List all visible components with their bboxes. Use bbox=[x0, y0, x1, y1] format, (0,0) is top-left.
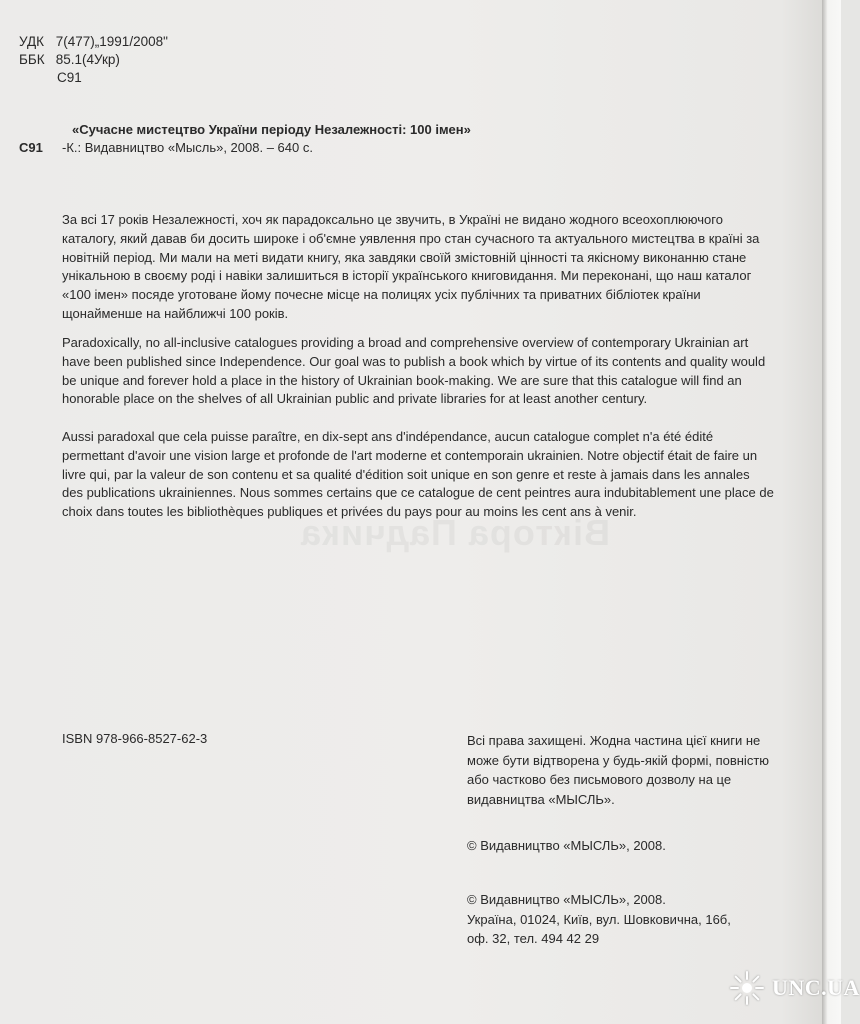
page-edge-shadow bbox=[822, 0, 841, 1024]
address-line: оф. 32, тел. 494 42 29 bbox=[467, 931, 600, 946]
classification-block bbox=[19, 33, 168, 87]
annotation-french: Aussi paradoxal que cela puisse paraître, en dix-sept ans d'indépendance, aucun catalogue complet n'a été édité permettant d'avoir une vision large et profonde de l'art moderne et contemporain ukrainien. Notre objectif était de faire un livre qui, par la valeur de son contenu et sa qualité d'édition soit unique en son genre et reste à jamais dans les annales des publications ukrainiennes. Nous sommes certains que ce catalogue de cent peintres aura indubitablement une place de choix dans toutes les bibliothèques publiques et privées du pays pour au moins les cent ans à venir. bbox=[62, 429, 774, 520]
book-title: «Сучасне мистецтво України періоду Незалежності: 100 імен» bbox=[72, 122, 471, 137]
annotation-ukrainian: За всі 17 років Незалежності, хоч як парадоксально це звучить, в Україні не видано жодного всеохоплюючого каталогу, який давав би досить широке і об'ємне уявлення про стан сучасного та актуального мистецтва в країні за новітній період. Ми мали на меті видати книгу, яка завдяки своїй змістовній цінності та якісному виконанню стане унікальною в своєму роді і навіки залишиться в історії українського книговидання. Ми переконані, що наш каталог «100 імен» посяде уготоване йому почесне місце на полицях усіх публічних та приватних бібліотек країни щонайменше на найближчі 100 років. bbox=[62, 212, 760, 321]
watermark-text: UNC.UA bbox=[772, 975, 860, 1000]
udk-value: 7(477)„1991/2008" bbox=[55, 34, 168, 49]
rights-line: Всі права захищені. Жодна частина цієї книги не bbox=[467, 733, 761, 748]
publisher-address bbox=[467, 890, 731, 949]
bbk-label: ББК bbox=[19, 52, 45, 67]
sun-logo-icon bbox=[728, 969, 766, 1007]
rights-line: або частково без письмового дозволу на це bbox=[467, 772, 732, 787]
rights-notice bbox=[467, 731, 769, 809]
annotation-english: Paradoxically, no all-inclusive catalogues providing a broad and comprehensive overview of contemporary Ukrainian art have been published since Independence. Our goal was to publish a book which by virtue of its contents and quality would be unique and forever hold a place in the history of Ukrainian book-making. We are sure that this catalogue will find an honorable place on the shelves of all Ukrainian public and private libraries for at least another century. bbox=[62, 335, 766, 407]
watermark bbox=[728, 966, 860, 1010]
copyright-notice: © Видавництво «МЫСЛЬ», 2008. bbox=[467, 838, 666, 853]
publication-info: -К.: Видавництво «Мысль», 2008. – 640 с. bbox=[62, 140, 313, 155]
rights-line: видавництва «МЫСЛЬ». bbox=[467, 791, 615, 807]
udk-label: УДК bbox=[19, 34, 44, 49]
bib-code: С91 bbox=[19, 140, 43, 155]
rights-line: може бути відтворена у будь-якій формі, повністю bbox=[467, 752, 770, 768]
address-line: © Видавництво «МЫСЛЬ», 2008. bbox=[467, 892, 666, 907]
isbn: ISBN 978-966-8527-62-3 bbox=[62, 731, 208, 746]
bbk-value: 85.1(4Укр) bbox=[55, 52, 120, 67]
address-line: Україна, 01024, Київ, вул. Шовковична, 16б, bbox=[467, 911, 731, 927]
author-code: С91 bbox=[57, 70, 82, 85]
